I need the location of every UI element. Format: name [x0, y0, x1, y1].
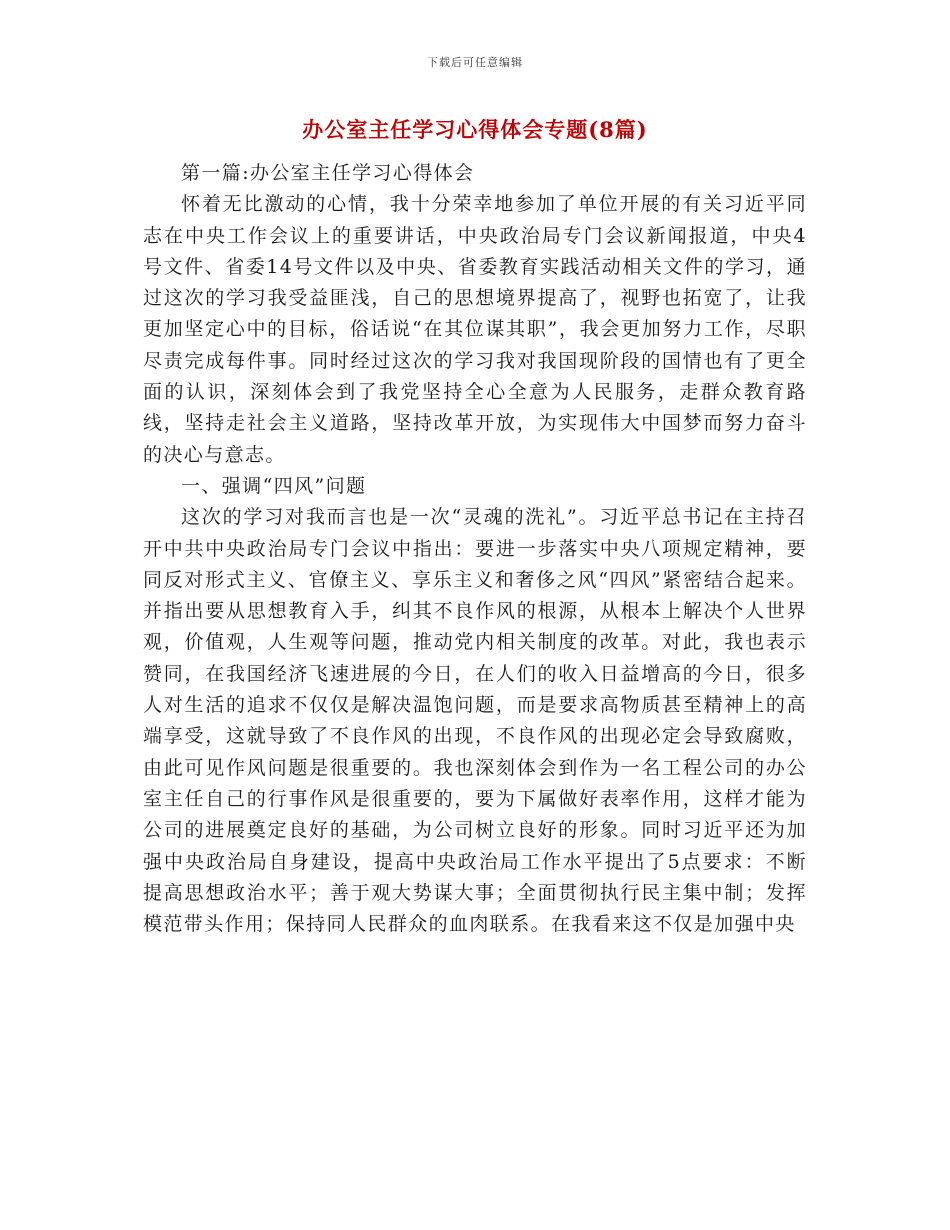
- paragraph: 这次的学习对我而言也是一次“灵魂的洗礼”。习近平总书记在主持召开中共中央政治局专门会议中指出：要进一步落实中央八项规定精神，要同反对形式主义、官僚主义、享乐主义和奢侈之风“四风”紧密结合起来。并指出要从思想教育入手，纠其不良作风的根源，从根本上解决个人世界观，价值观，人生观等问题，推动党内相关制度的改革。对此，我也表示赞同，在我国经济飞速进展的今日，在人们的收入日益增高的今日，很多人对生活的追求不仅仅是解决温饱问题，而是要求高物质甚至精神上的高端享受，这就导致了不良作风的出现，不良作风的出现必定会导致腐败，由此可见作风问题是很重要的。我也深刻体会到作为一名工程公司的办公室主任自己的行事作风是很重要的，要为下属做好表率作用，这样才能为公司的进展奠定良好的基础，为公司树立良好的形象。同时习近平还为加强中央政治局自身建设，提高中央政治局工作水平提出了5点要求：不断提高思想政治水平；善于观大势谋大事；全面贯彻执行民主集中制；发挥模范带头作用；保持同人民群众的血肉联系。在我看来这不仅是加强中央: [143, 506, 807, 936]
- subsection-heading: 一、强调“四风”问题: [181, 474, 367, 497]
- document-body: [143, 158, 807, 940]
- document-title: 办公室主任学习心得体会专题(8篇): [302, 117, 648, 142]
- section-heading: 第一篇:办公室主任学习心得体会: [181, 162, 475, 184]
- header-note: 下载后可任意编辑: [427, 56, 523, 69]
- paragraph: 怀着无比激动的心情，我十分荣幸地参加了单位开展的有关习近平同志在中央工作会议上的重要讲话，中央政治局专门会议新闻报道，中央4号文件、省委14号文件以及中央、省委教育实践活动相关文件的学习，通过这次的学习我受益匪浅，自己的思想境界提高了，视野也拓宽了，让我更加坚定心中的目标，俗话说“在其位谋其职”，我会更加努力工作，尽职尽责完成每件事。同时经过这次的学习我对我国现阶段的国情也有了更全面的认识，深刻体会到了我党坚持全心全意为人民服务，走群众教育路线，坚持走社会主义道路，坚持改革开放，为实现伟大中国梦而努力奋斗的决心与意志。: [143, 193, 807, 466]
